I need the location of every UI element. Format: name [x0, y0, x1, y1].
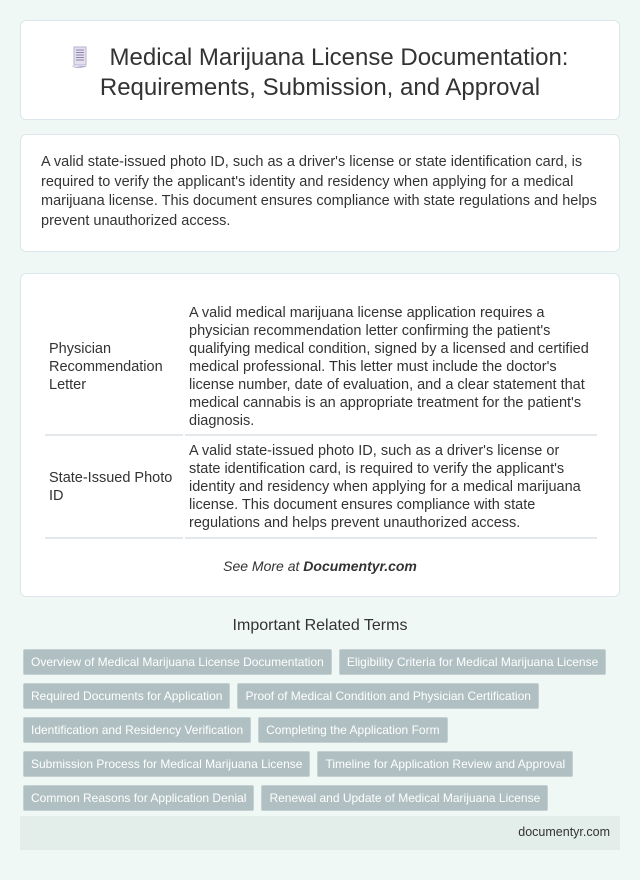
related-terms-list — [23, 649, 623, 819]
tag-row — [23, 649, 623, 675]
page-title — [21, 43, 619, 103]
title-line-2: Requirements, Submission, and Approval — [99, 74, 541, 101]
tag-row — [23, 683, 623, 709]
related-term-tag[interactable]: Proof of Medical Condition and Physician Certification — [237, 683, 538, 709]
tag-row — [23, 751, 623, 777]
document-scroll-icon — [72, 46, 88, 68]
row-description: A valid state-issued photo ID, such as a driver's license or state identification card, is required to verify the applicant's identity and residency when applying for a medical marijuana license. This document ensures compliance with state regulations and helps prevent unauthorized access. — [185, 436, 597, 539]
intro-paragraph: A valid state-issued photo ID, such as a driver's license or state identification card, is required to verify the applicant's identity and residency when applying for a medical marijuana license. This document ensures compliance with state regulations and helps prevent unauthorized access. — [41, 154, 597, 229]
intro-card — [20, 134, 620, 252]
related-term-tag[interactable]: Common Reasons for Application Denial — [23, 785, 254, 811]
related-term-tag[interactable]: Overview of Medical Marijuana License Documentation — [23, 649, 332, 675]
tag-row — [23, 785, 623, 811]
header-card — [20, 20, 620, 120]
related-term-tag[interactable]: Renewal and Update of Medical Marijuana License — [261, 785, 548, 811]
footer — [20, 816, 620, 850]
table-row — [45, 299, 597, 436]
documents-table-card — [20, 273, 620, 597]
row-label: State-Issued Photo ID — [45, 436, 183, 539]
related-term-tag[interactable]: Eligibility Criteria for Medical Marijuana License — [339, 649, 606, 675]
row-description: A valid medical marijuana license application requires a physician recommendation letter confirming the patient's qualifying medical condition, signed by a licensed and certified medical professional. This letter must include the doctor's license number, date of evaluation, and a clear statement that medical cannabis is an appropriate treatment for the patient's diagnosis. — [185, 299, 597, 436]
title-line-1: Medical Marijuana License Documentation: — [109, 44, 569, 71]
see-more-prefix: See More at — [223, 558, 304, 574]
footer-site-link[interactable]: documentyr.com — [518, 825, 610, 839]
see-more-link[interactable] — [21, 558, 619, 574]
related-terms-heading: Important Related Terms — [232, 617, 408, 634]
table-row — [45, 436, 597, 539]
related-term-tag[interactable]: Required Documents for Application — [23, 683, 230, 709]
see-more-site[interactable]: Documentyr.com — [303, 558, 417, 574]
row-label: Physician Recommendation Letter — [45, 299, 183, 436]
related-term-tag[interactable]: Timeline for Application Review and Approval — [317, 751, 573, 777]
related-term-tag[interactable]: Identification and Residency Verification — [23, 717, 251, 743]
tag-row — [23, 717, 623, 743]
related-term-tag[interactable]: Completing the Application Form — [258, 717, 447, 743]
related-term-tag[interactable]: Submission Process for Medical Marijuana License — [23, 751, 310, 777]
documents-table — [43, 299, 599, 539]
